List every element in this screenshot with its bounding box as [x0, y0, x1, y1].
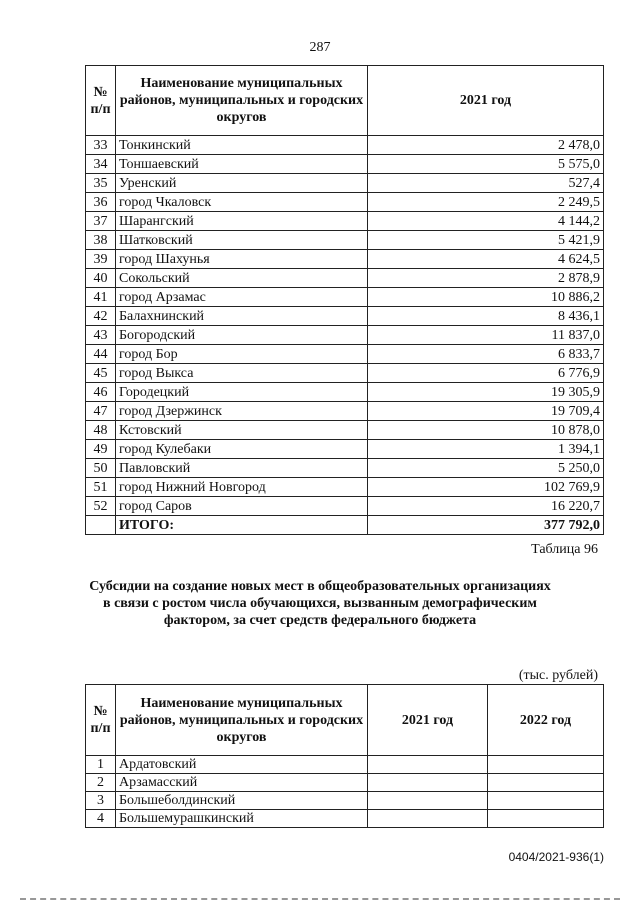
row-number: 40 [86, 269, 116, 288]
table-header-row [86, 685, 604, 756]
row-number: 42 [86, 307, 116, 326]
row-value: 10 878,0 [368, 421, 604, 440]
document-code: 0404/2021-936(1) [508, 850, 604, 864]
row-name: Павловский [116, 459, 368, 478]
row-value: 4 144,2 [368, 212, 604, 231]
row-value-2021 [368, 810, 488, 828]
table-row [86, 136, 604, 155]
row-value: 4 624,5 [368, 250, 604, 269]
table-body [86, 136, 604, 535]
row-name: Арзамасский [116, 774, 368, 792]
total-num [86, 516, 116, 535]
table-title-text: Субсидии на создание новых мест в общеобразовательных организациях в связи с ростом числа обучающихся, вызванным демографическим фактором, за счет средств федерального бюджета [89, 579, 551, 628]
row-name: город Дзержинск [116, 402, 368, 421]
row-number: 44 [86, 345, 116, 364]
row-value: 19 709,4 [368, 402, 604, 421]
header-name: Наименование муниципальных районов, муниципальных и городских округов [116, 685, 368, 756]
table-row [86, 269, 604, 288]
row-value: 5 575,0 [368, 155, 604, 174]
total-value: 377 792,0 [368, 516, 604, 535]
table-row [86, 421, 604, 440]
table-row [86, 212, 604, 231]
row-name: Шатковский [116, 231, 368, 250]
row-number: 38 [86, 231, 116, 250]
row-name: Тонкинский [116, 136, 368, 155]
table-row [86, 478, 604, 497]
units-label: (тыс. рублей) [518, 668, 598, 683]
table-title [0, 578, 640, 629]
row-value: 5 421,9 [368, 231, 604, 250]
row-name: Тоншаевский [116, 155, 368, 174]
table-row [86, 756, 604, 774]
total-row [86, 516, 604, 535]
table-body [86, 756, 604, 828]
row-name: Балахнинский [116, 307, 368, 326]
table-row [86, 497, 604, 516]
row-name: Городецкий [116, 383, 368, 402]
table-row [86, 231, 604, 250]
row-name: город Шахунья [116, 250, 368, 269]
header-2022: 2022 год [488, 685, 604, 756]
row-number: 35 [86, 174, 116, 193]
table-caption: Таблица 96 [531, 542, 598, 557]
header-num: № п/п [86, 66, 116, 136]
table-row [86, 174, 604, 193]
row-name: город Чкаловск [116, 193, 368, 212]
row-value: 2 478,0 [368, 136, 604, 155]
table-subsidies [85, 684, 604, 828]
row-value: 527,4 [368, 174, 604, 193]
row-number: 33 [86, 136, 116, 155]
row-value: 19 305,9 [368, 383, 604, 402]
header-name: Наименование муниципальных районов, муниципальных и городских округов [116, 66, 368, 136]
row-number: 39 [86, 250, 116, 269]
row-name: Уренский [116, 174, 368, 193]
table-row [86, 364, 604, 383]
row-name: Большеболдинский [116, 792, 368, 810]
table-2021 [85, 65, 604, 535]
header-num: № п/п [86, 685, 116, 756]
row-name: Ардатовский [116, 756, 368, 774]
table-row [86, 459, 604, 478]
table-row [86, 155, 604, 174]
row-name: город Арзамас [116, 288, 368, 307]
header-2021: 2021 год [368, 66, 604, 136]
row-name: Большемурашкинский [116, 810, 368, 828]
row-number: 46 [86, 383, 116, 402]
row-number: 50 [86, 459, 116, 478]
row-number: 52 [86, 497, 116, 516]
row-name: Кстовский [116, 421, 368, 440]
table-row [86, 402, 604, 421]
table-row [86, 326, 604, 345]
table-row [86, 810, 604, 828]
row-value: 6 833,7 [368, 345, 604, 364]
row-value: 2 878,9 [368, 269, 604, 288]
total-label: ИТОГО: [116, 516, 368, 535]
row-number: 34 [86, 155, 116, 174]
row-value-2021 [368, 774, 488, 792]
row-value: 10 886,2 [368, 288, 604, 307]
row-name: город Саров [116, 497, 368, 516]
row-name: город Нижний Новгород [116, 478, 368, 497]
table-row [86, 345, 604, 364]
row-value: 5 250,0 [368, 459, 604, 478]
header-2021: 2021 год [368, 685, 488, 756]
table-row [86, 774, 604, 792]
table-header-row [86, 66, 604, 136]
row-number: 51 [86, 478, 116, 497]
row-number: 2 [86, 774, 116, 792]
table-row [86, 792, 604, 810]
table-row [86, 383, 604, 402]
row-number: 43 [86, 326, 116, 345]
row-number: 37 [86, 212, 116, 231]
row-number: 49 [86, 440, 116, 459]
row-name: город Выкса [116, 364, 368, 383]
row-value: 2 249,5 [368, 193, 604, 212]
table-row [86, 193, 604, 212]
row-value: 6 776,9 [368, 364, 604, 383]
row-value-2022 [488, 792, 604, 810]
row-number: 4 [86, 810, 116, 828]
row-value: 102 769,9 [368, 478, 604, 497]
row-number: 36 [86, 193, 116, 212]
row-number: 41 [86, 288, 116, 307]
row-number: 3 [86, 792, 116, 810]
row-number: 47 [86, 402, 116, 421]
row-value-2022 [488, 756, 604, 774]
scan-artifact [20, 898, 620, 902]
row-value-2022 [488, 810, 604, 828]
row-name: город Кулебаки [116, 440, 368, 459]
table-row [86, 440, 604, 459]
table-row [86, 250, 604, 269]
row-number: 45 [86, 364, 116, 383]
row-value: 8 436,1 [368, 307, 604, 326]
row-number: 48 [86, 421, 116, 440]
page-number: 287 [309, 40, 331, 55]
row-name: город Бор [116, 345, 368, 364]
row-value: 1 394,1 [368, 440, 604, 459]
table-row [86, 307, 604, 326]
row-name: Сокольский [116, 269, 368, 288]
row-value-2021 [368, 792, 488, 810]
row-name: Богородский [116, 326, 368, 345]
row-value: 16 220,7 [368, 497, 604, 516]
row-value-2022 [488, 774, 604, 792]
row-value-2021 [368, 756, 488, 774]
table-row [86, 288, 604, 307]
row-value: 11 837,0 [368, 326, 604, 345]
row-name: Шарангский [116, 212, 368, 231]
row-number: 1 [86, 756, 116, 774]
